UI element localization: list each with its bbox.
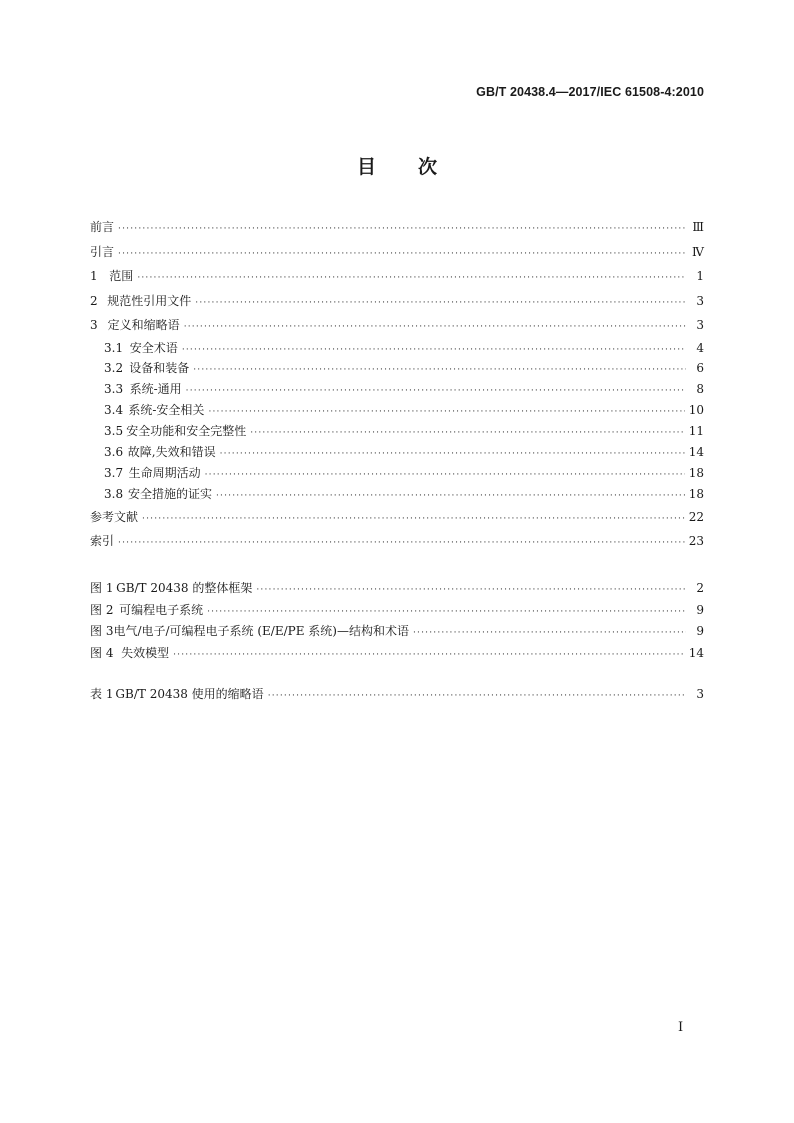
toc-entry-introduction[interactable]: [90, 240, 704, 265]
figure-entry-1[interactable]: [90, 578, 704, 600]
figure-num: 图 3: [90, 624, 114, 639]
toc-leader: [195, 291, 686, 316]
toc-leader: [220, 444, 685, 465]
figure-label: 失效模型: [121, 645, 170, 660]
page-title: [0, 152, 794, 179]
toc-main: [90, 215, 704, 554]
toc-entry-bibliography[interactable]: [90, 505, 704, 530]
toc-page: 11: [688, 424, 704, 439]
table-label: GB/T 20438 使用的缩略语: [115, 687, 264, 701]
toc-page: 1: [696, 269, 704, 283]
toc-leader: [118, 217, 686, 242]
toc-entry-3[interactable]: [90, 313, 704, 338]
table-page: 3: [696, 687, 704, 701]
toc-entry-3-5[interactable]: [90, 421, 704, 442]
toc-entry-2[interactable]: [90, 289, 704, 314]
toc-entry-3-8[interactable]: [90, 484, 704, 505]
toc-leader: [186, 381, 686, 402]
figure-num: 图 1: [90, 581, 114, 595]
figure-entry-4[interactable]: [90, 643, 704, 665]
toc-label: 索引: [90, 534, 115, 549]
table-entry-1[interactable]: [90, 684, 704, 706]
toc-num: 3.1: [104, 340, 124, 355]
standard-code: GB/T 20438.4—2017/IEC 61508-4:2010: [476, 85, 704, 99]
toc-leader: [173, 645, 685, 667]
toc-leader: [137, 266, 686, 291]
toc-entry-3-1[interactable]: [90, 338, 704, 359]
toc-leader: [256, 580, 686, 602]
toc-leader: [250, 423, 684, 444]
toc-page: 22: [688, 509, 704, 524]
toc-label: 安全功能和安全完整性: [126, 424, 247, 439]
toc-leader: [413, 623, 686, 645]
title-char-2: 次: [418, 156, 438, 178]
figure-page: 9: [696, 602, 704, 617]
toc-num: 3.6: [104, 444, 124, 459]
toc-page: Ⅲ: [692, 220, 704, 234]
toc-leader: [182, 340, 686, 361]
toc-label: 系统-安全相关: [128, 403, 205, 418]
toc-figures: [90, 578, 704, 664]
toc-num: 3.3: [104, 382, 124, 397]
toc-leader: [193, 360, 686, 381]
toc-num: 1: [90, 269, 98, 283]
toc-leader: [184, 315, 686, 340]
toc-entry-3-2[interactable]: [90, 358, 704, 379]
toc-label: 定义和缩略语: [107, 318, 180, 332]
toc-label: 安全术语: [129, 340, 178, 355]
toc-page: 14: [688, 444, 704, 459]
figure-label: GB/T 20438 的整体框架: [116, 581, 253, 595]
toc-entry-3-7[interactable]: [90, 463, 704, 484]
toc-label: 规范性引用文件: [107, 293, 192, 308]
toc-page: 3: [696, 318, 704, 332]
toc-leader: [207, 602, 686, 624]
figure-page: 14: [688, 645, 704, 660]
toc-num: 3.2: [104, 361, 124, 376]
toc-tables: [90, 684, 704, 706]
toc-page: 18: [688, 486, 704, 501]
toc-label: 设备和装备: [129, 361, 190, 376]
toc-entry-3-3[interactable]: [90, 379, 704, 400]
figure-label: 电气/电子/可编程电子系统 (E/E/PE 系统)—结构和术语: [113, 624, 409, 639]
toc-label: 系统-通用: [129, 382, 182, 397]
toc-page: Ⅳ: [692, 244, 704, 259]
figure-entry-3[interactable]: [90, 621, 704, 643]
toc-leader: [268, 686, 686, 708]
figure-page: 2: [696, 581, 704, 595]
toc-num: 3: [90, 318, 98, 332]
toc-num: 3.7: [104, 465, 124, 480]
title-char-1: 目: [356, 156, 376, 178]
toc-page: 4: [696, 340, 704, 355]
toc-label: 安全措施的证实: [127, 486, 212, 501]
toc-label: 引言: [90, 244, 115, 259]
toc-page: 6: [696, 361, 704, 376]
toc-num: 3.8: [104, 486, 124, 501]
toc-page: 10: [688, 403, 704, 418]
footer-page-number: I: [678, 1020, 684, 1035]
toc-num: 3.5: [104, 424, 124, 439]
toc-label: 范围: [109, 269, 134, 283]
toc-num: 3.4: [104, 403, 124, 418]
toc-page: 3: [696, 293, 704, 308]
figure-num: 图 4: [90, 645, 114, 660]
toc-label: 故障,失效和错误: [127, 444, 216, 459]
toc-leader: [118, 242, 686, 267]
toc-label: 前言: [90, 220, 115, 234]
toc-page: 8: [696, 382, 704, 397]
toc-entry-1[interactable]: [90, 264, 704, 289]
figure-label: 可编程电子系统: [119, 602, 204, 617]
toc-leader: [205, 465, 685, 486]
toc-num: 2: [90, 293, 98, 308]
figure-page: 9: [696, 624, 704, 639]
toc-label: 生命周期活动: [128, 465, 201, 480]
table-num: 表 1: [90, 687, 114, 701]
figure-entry-2[interactable]: [90, 600, 704, 622]
toc-entry-index[interactable]: [90, 529, 704, 554]
toc-leader: [208, 402, 684, 423]
toc-entry-3-4[interactable]: [90, 400, 704, 421]
toc-entry-3-6[interactable]: [90, 442, 704, 463]
toc-page: 18: [688, 465, 704, 480]
toc-leader: [118, 531, 685, 556]
toc-label: 参考文献: [90, 509, 139, 524]
toc-page: 23: [688, 534, 704, 549]
toc-leader: [216, 486, 685, 507]
figure-num: 图 2: [90, 602, 114, 617]
toc-entry-preface[interactable]: [90, 215, 704, 240]
toc-leader: [142, 507, 685, 532]
